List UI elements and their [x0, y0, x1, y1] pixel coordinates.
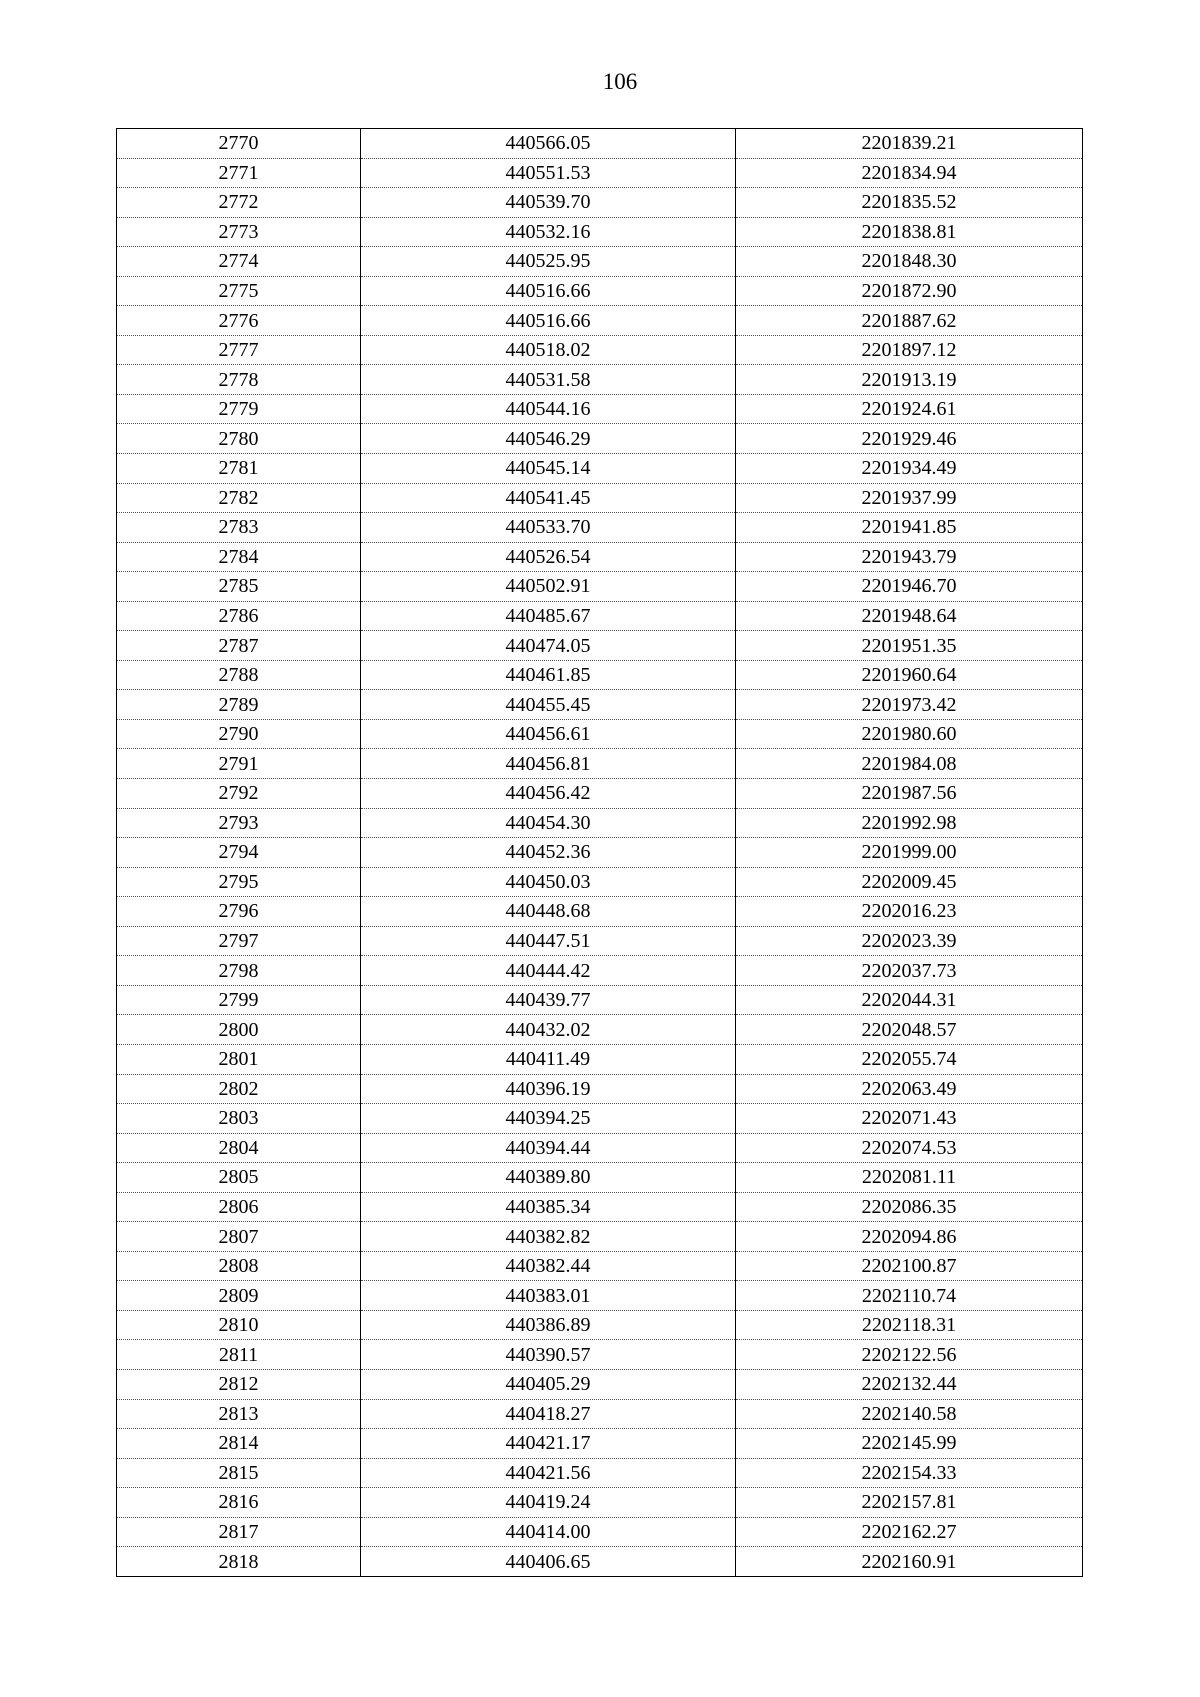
x-coordinate-cell: 440414.00 — [361, 1517, 736, 1547]
y-coordinate-cell: 2201973.42 — [736, 690, 1083, 720]
x-coordinate-cell: 440452.36 — [361, 838, 736, 868]
table-row — [117, 1488, 1083, 1518]
point-number-cell: 2770 — [117, 129, 361, 159]
table-row — [117, 483, 1083, 513]
table-row — [117, 749, 1083, 779]
x-coordinate-cell: 440396.19 — [361, 1074, 736, 1104]
point-number-cell: 2783 — [117, 513, 361, 543]
y-coordinate-cell: 2201999.00 — [736, 838, 1083, 868]
point-number-cell: 2782 — [117, 483, 361, 513]
table-row — [117, 690, 1083, 720]
point-number-cell: 2778 — [117, 365, 361, 395]
x-coordinate-cell: 440405.29 — [361, 1369, 736, 1399]
x-coordinate-cell: 440448.68 — [361, 897, 736, 927]
table-row — [117, 956, 1083, 986]
x-coordinate-cell: 440544.16 — [361, 394, 736, 424]
y-coordinate-cell: 2201887.62 — [736, 306, 1083, 336]
y-coordinate-cell: 2202071.43 — [736, 1104, 1083, 1134]
y-coordinate-cell: 2201948.64 — [736, 601, 1083, 631]
table-row — [117, 660, 1083, 690]
y-coordinate-cell: 2202016.23 — [736, 897, 1083, 927]
x-coordinate-cell: 440385.34 — [361, 1192, 736, 1222]
x-coordinate-cell: 440454.30 — [361, 808, 736, 838]
table-row — [117, 867, 1083, 897]
y-coordinate-cell: 2202037.73 — [736, 956, 1083, 986]
x-coordinate-cell: 440461.85 — [361, 660, 736, 690]
y-coordinate-cell: 2201929.46 — [736, 424, 1083, 454]
point-number-cell: 2802 — [117, 1074, 361, 1104]
x-coordinate-cell: 440394.25 — [361, 1104, 736, 1134]
y-coordinate-cell: 2202081.11 — [736, 1163, 1083, 1193]
table-row — [117, 158, 1083, 188]
point-number-cell: 2816 — [117, 1488, 361, 1518]
point-number-cell: 2815 — [117, 1458, 361, 1488]
point-number-cell: 2774 — [117, 247, 361, 277]
table-row — [117, 808, 1083, 838]
x-coordinate-cell: 440474.05 — [361, 631, 736, 661]
x-coordinate-cell: 440421.17 — [361, 1429, 736, 1459]
table-row — [117, 897, 1083, 927]
point-number-cell: 2771 — [117, 158, 361, 188]
point-number-cell: 2811 — [117, 1340, 361, 1370]
table-row — [117, 1251, 1083, 1281]
y-coordinate-cell: 2201897.12 — [736, 335, 1083, 365]
point-number-cell: 2786 — [117, 601, 361, 631]
table-row — [117, 513, 1083, 543]
point-number-cell: 2809 — [117, 1281, 361, 1311]
y-coordinate-cell: 2201848.30 — [736, 247, 1083, 277]
table-row — [117, 335, 1083, 365]
table-row — [117, 394, 1083, 424]
y-coordinate-cell: 2201834.94 — [736, 158, 1083, 188]
x-coordinate-cell: 440421.56 — [361, 1458, 736, 1488]
table-row — [117, 985, 1083, 1015]
y-coordinate-cell: 2202055.74 — [736, 1044, 1083, 1074]
x-coordinate-cell: 440394.44 — [361, 1133, 736, 1163]
table-row — [117, 188, 1083, 218]
table-row — [117, 1517, 1083, 1547]
point-number-cell: 2789 — [117, 690, 361, 720]
x-coordinate-cell: 440447.51 — [361, 926, 736, 956]
point-number-cell: 2800 — [117, 1015, 361, 1045]
y-coordinate-cell: 2202023.39 — [736, 926, 1083, 956]
y-coordinate-cell: 2201984.08 — [736, 749, 1083, 779]
x-coordinate-cell: 440456.81 — [361, 749, 736, 779]
table-row — [117, 631, 1083, 661]
x-coordinate-cell: 440456.42 — [361, 779, 736, 809]
x-coordinate-cell: 440533.70 — [361, 513, 736, 543]
x-coordinate-cell: 440545.14 — [361, 454, 736, 484]
x-coordinate-cell: 440525.95 — [361, 247, 736, 277]
point-number-cell: 2804 — [117, 1133, 361, 1163]
table-row — [117, 1222, 1083, 1252]
x-coordinate-cell: 440526.54 — [361, 542, 736, 572]
x-coordinate-cell: 440389.80 — [361, 1163, 736, 1193]
table-row — [117, 1104, 1083, 1134]
y-coordinate-cell: 2202162.27 — [736, 1517, 1083, 1547]
y-coordinate-cell: 2202145.99 — [736, 1429, 1083, 1459]
x-coordinate-cell: 440532.16 — [361, 217, 736, 247]
x-coordinate-cell: 440418.27 — [361, 1399, 736, 1429]
y-coordinate-cell: 2202094.86 — [736, 1222, 1083, 1252]
table-row — [117, 1458, 1083, 1488]
x-coordinate-cell: 440419.24 — [361, 1488, 736, 1518]
point-number-cell: 2792 — [117, 779, 361, 809]
table-row — [117, 1310, 1083, 1340]
coordinates-table — [116, 128, 1083, 1577]
y-coordinate-cell: 2201951.35 — [736, 631, 1083, 661]
point-number-cell: 2776 — [117, 306, 361, 336]
point-number-cell: 2797 — [117, 926, 361, 956]
point-number-cell: 2788 — [117, 660, 361, 690]
point-number-cell: 2780 — [117, 424, 361, 454]
y-coordinate-cell: 2202110.74 — [736, 1281, 1083, 1311]
x-coordinate-cell: 440382.44 — [361, 1251, 736, 1281]
point-number-cell: 2801 — [117, 1044, 361, 1074]
table-row — [117, 1133, 1083, 1163]
y-coordinate-cell: 2202157.81 — [736, 1488, 1083, 1518]
y-coordinate-cell: 2202063.49 — [736, 1074, 1083, 1104]
x-coordinate-cell: 440390.57 — [361, 1340, 736, 1370]
y-coordinate-cell: 2201872.90 — [736, 276, 1083, 306]
table-row — [117, 1281, 1083, 1311]
y-coordinate-cell: 2201960.64 — [736, 660, 1083, 690]
table-row — [117, 719, 1083, 749]
table-row — [117, 365, 1083, 395]
point-number-cell: 2799 — [117, 985, 361, 1015]
table-row — [117, 247, 1083, 277]
point-number-cell: 2818 — [117, 1547, 361, 1577]
table-row — [117, 129, 1083, 159]
y-coordinate-cell: 2201839.21 — [736, 129, 1083, 159]
coordinates-table-body — [117, 129, 1083, 1577]
point-number-cell: 2794 — [117, 838, 361, 868]
x-coordinate-cell: 440531.58 — [361, 365, 736, 395]
table-row — [117, 926, 1083, 956]
point-number-cell: 2805 — [117, 1163, 361, 1193]
point-number-cell: 2793 — [117, 808, 361, 838]
point-number-cell: 2803 — [117, 1104, 361, 1134]
y-coordinate-cell: 2202160.91 — [736, 1547, 1083, 1577]
point-number-cell: 2785 — [117, 572, 361, 602]
table-row — [117, 572, 1083, 602]
y-coordinate-cell: 2201946.70 — [736, 572, 1083, 602]
table-row — [117, 1044, 1083, 1074]
x-coordinate-cell: 440485.67 — [361, 601, 736, 631]
point-number-cell: 2784 — [117, 542, 361, 572]
x-coordinate-cell: 440546.29 — [361, 424, 736, 454]
y-coordinate-cell: 2202154.33 — [736, 1458, 1083, 1488]
table-row — [117, 838, 1083, 868]
table-row — [117, 1163, 1083, 1193]
table-row — [117, 1015, 1083, 1045]
x-coordinate-cell: 440541.45 — [361, 483, 736, 513]
point-number-cell: 2817 — [117, 1517, 361, 1547]
point-number-cell: 2813 — [117, 1399, 361, 1429]
y-coordinate-cell: 2201987.56 — [736, 779, 1083, 809]
point-number-cell: 2798 — [117, 956, 361, 986]
y-coordinate-cell: 2201941.85 — [736, 513, 1083, 543]
point-number-cell: 2781 — [117, 454, 361, 484]
y-coordinate-cell: 2201992.98 — [736, 808, 1083, 838]
x-coordinate-cell: 440456.61 — [361, 719, 736, 749]
x-coordinate-cell: 440382.82 — [361, 1222, 736, 1252]
x-coordinate-cell: 440516.66 — [361, 306, 736, 336]
y-coordinate-cell: 2201838.81 — [736, 217, 1083, 247]
table-row — [117, 1340, 1083, 1370]
point-number-cell: 2772 — [117, 188, 361, 218]
x-coordinate-cell: 440386.89 — [361, 1310, 736, 1340]
y-coordinate-cell: 2202074.53 — [736, 1133, 1083, 1163]
x-coordinate-cell: 440444.42 — [361, 956, 736, 986]
y-coordinate-cell: 2201937.99 — [736, 483, 1083, 513]
point-number-cell: 2814 — [117, 1429, 361, 1459]
x-coordinate-cell: 440439.77 — [361, 985, 736, 1015]
y-coordinate-cell: 2202048.57 — [736, 1015, 1083, 1045]
x-coordinate-cell: 440411.49 — [361, 1044, 736, 1074]
y-coordinate-cell: 2202044.31 — [736, 985, 1083, 1015]
table-row — [117, 1074, 1083, 1104]
point-number-cell: 2779 — [117, 394, 361, 424]
x-coordinate-cell: 440518.02 — [361, 335, 736, 365]
point-number-cell: 2773 — [117, 217, 361, 247]
point-number-cell: 2787 — [117, 631, 361, 661]
x-coordinate-cell: 440516.66 — [361, 276, 736, 306]
point-number-cell: 2790 — [117, 719, 361, 749]
table-row — [117, 1369, 1083, 1399]
table-row — [117, 1399, 1083, 1429]
x-coordinate-cell: 440383.01 — [361, 1281, 736, 1311]
point-number-cell: 2791 — [117, 749, 361, 779]
x-coordinate-cell: 440566.05 — [361, 129, 736, 159]
table-row — [117, 217, 1083, 247]
x-coordinate-cell: 440551.53 — [361, 158, 736, 188]
point-number-cell: 2777 — [117, 335, 361, 365]
table-row — [117, 1192, 1083, 1222]
y-coordinate-cell: 2202086.35 — [736, 1192, 1083, 1222]
y-coordinate-cell: 2202122.56 — [736, 1340, 1083, 1370]
y-coordinate-cell: 2202132.44 — [736, 1369, 1083, 1399]
y-coordinate-cell: 2202118.31 — [736, 1310, 1083, 1340]
table-row — [117, 601, 1083, 631]
table-row — [117, 542, 1083, 572]
y-coordinate-cell: 2201913.19 — [736, 365, 1083, 395]
y-coordinate-cell: 2201924.61 — [736, 394, 1083, 424]
table-row — [117, 306, 1083, 336]
y-coordinate-cell: 2202140.58 — [736, 1399, 1083, 1429]
point-number-cell: 2810 — [117, 1310, 361, 1340]
y-coordinate-cell: 2201980.60 — [736, 719, 1083, 749]
x-coordinate-cell: 440539.70 — [361, 188, 736, 218]
x-coordinate-cell: 440502.91 — [361, 572, 736, 602]
x-coordinate-cell: 440455.45 — [361, 690, 736, 720]
x-coordinate-cell: 440406.65 — [361, 1547, 736, 1577]
x-coordinate-cell: 440432.02 — [361, 1015, 736, 1045]
point-number-cell: 2806 — [117, 1192, 361, 1222]
y-coordinate-cell: 2202009.45 — [736, 867, 1083, 897]
point-number-cell: 2807 — [117, 1222, 361, 1252]
point-number-cell: 2796 — [117, 897, 361, 927]
point-number-cell: 2808 — [117, 1251, 361, 1281]
y-coordinate-cell: 2201943.79 — [736, 542, 1083, 572]
table-row — [117, 424, 1083, 454]
point-number-cell: 2812 — [117, 1369, 361, 1399]
y-coordinate-cell: 2202100.87 — [736, 1251, 1083, 1281]
table-row — [117, 276, 1083, 306]
y-coordinate-cell: 2201934.49 — [736, 454, 1083, 484]
table-row — [117, 1547, 1083, 1577]
y-coordinate-cell: 2201835.52 — [736, 188, 1083, 218]
point-number-cell: 2795 — [117, 867, 361, 897]
point-number-cell: 2775 — [117, 276, 361, 306]
table-row — [117, 779, 1083, 809]
table-row — [117, 454, 1083, 484]
page-number: 106 — [602, 69, 638, 94]
x-coordinate-cell: 440450.03 — [361, 867, 736, 897]
table-row — [117, 1429, 1083, 1459]
